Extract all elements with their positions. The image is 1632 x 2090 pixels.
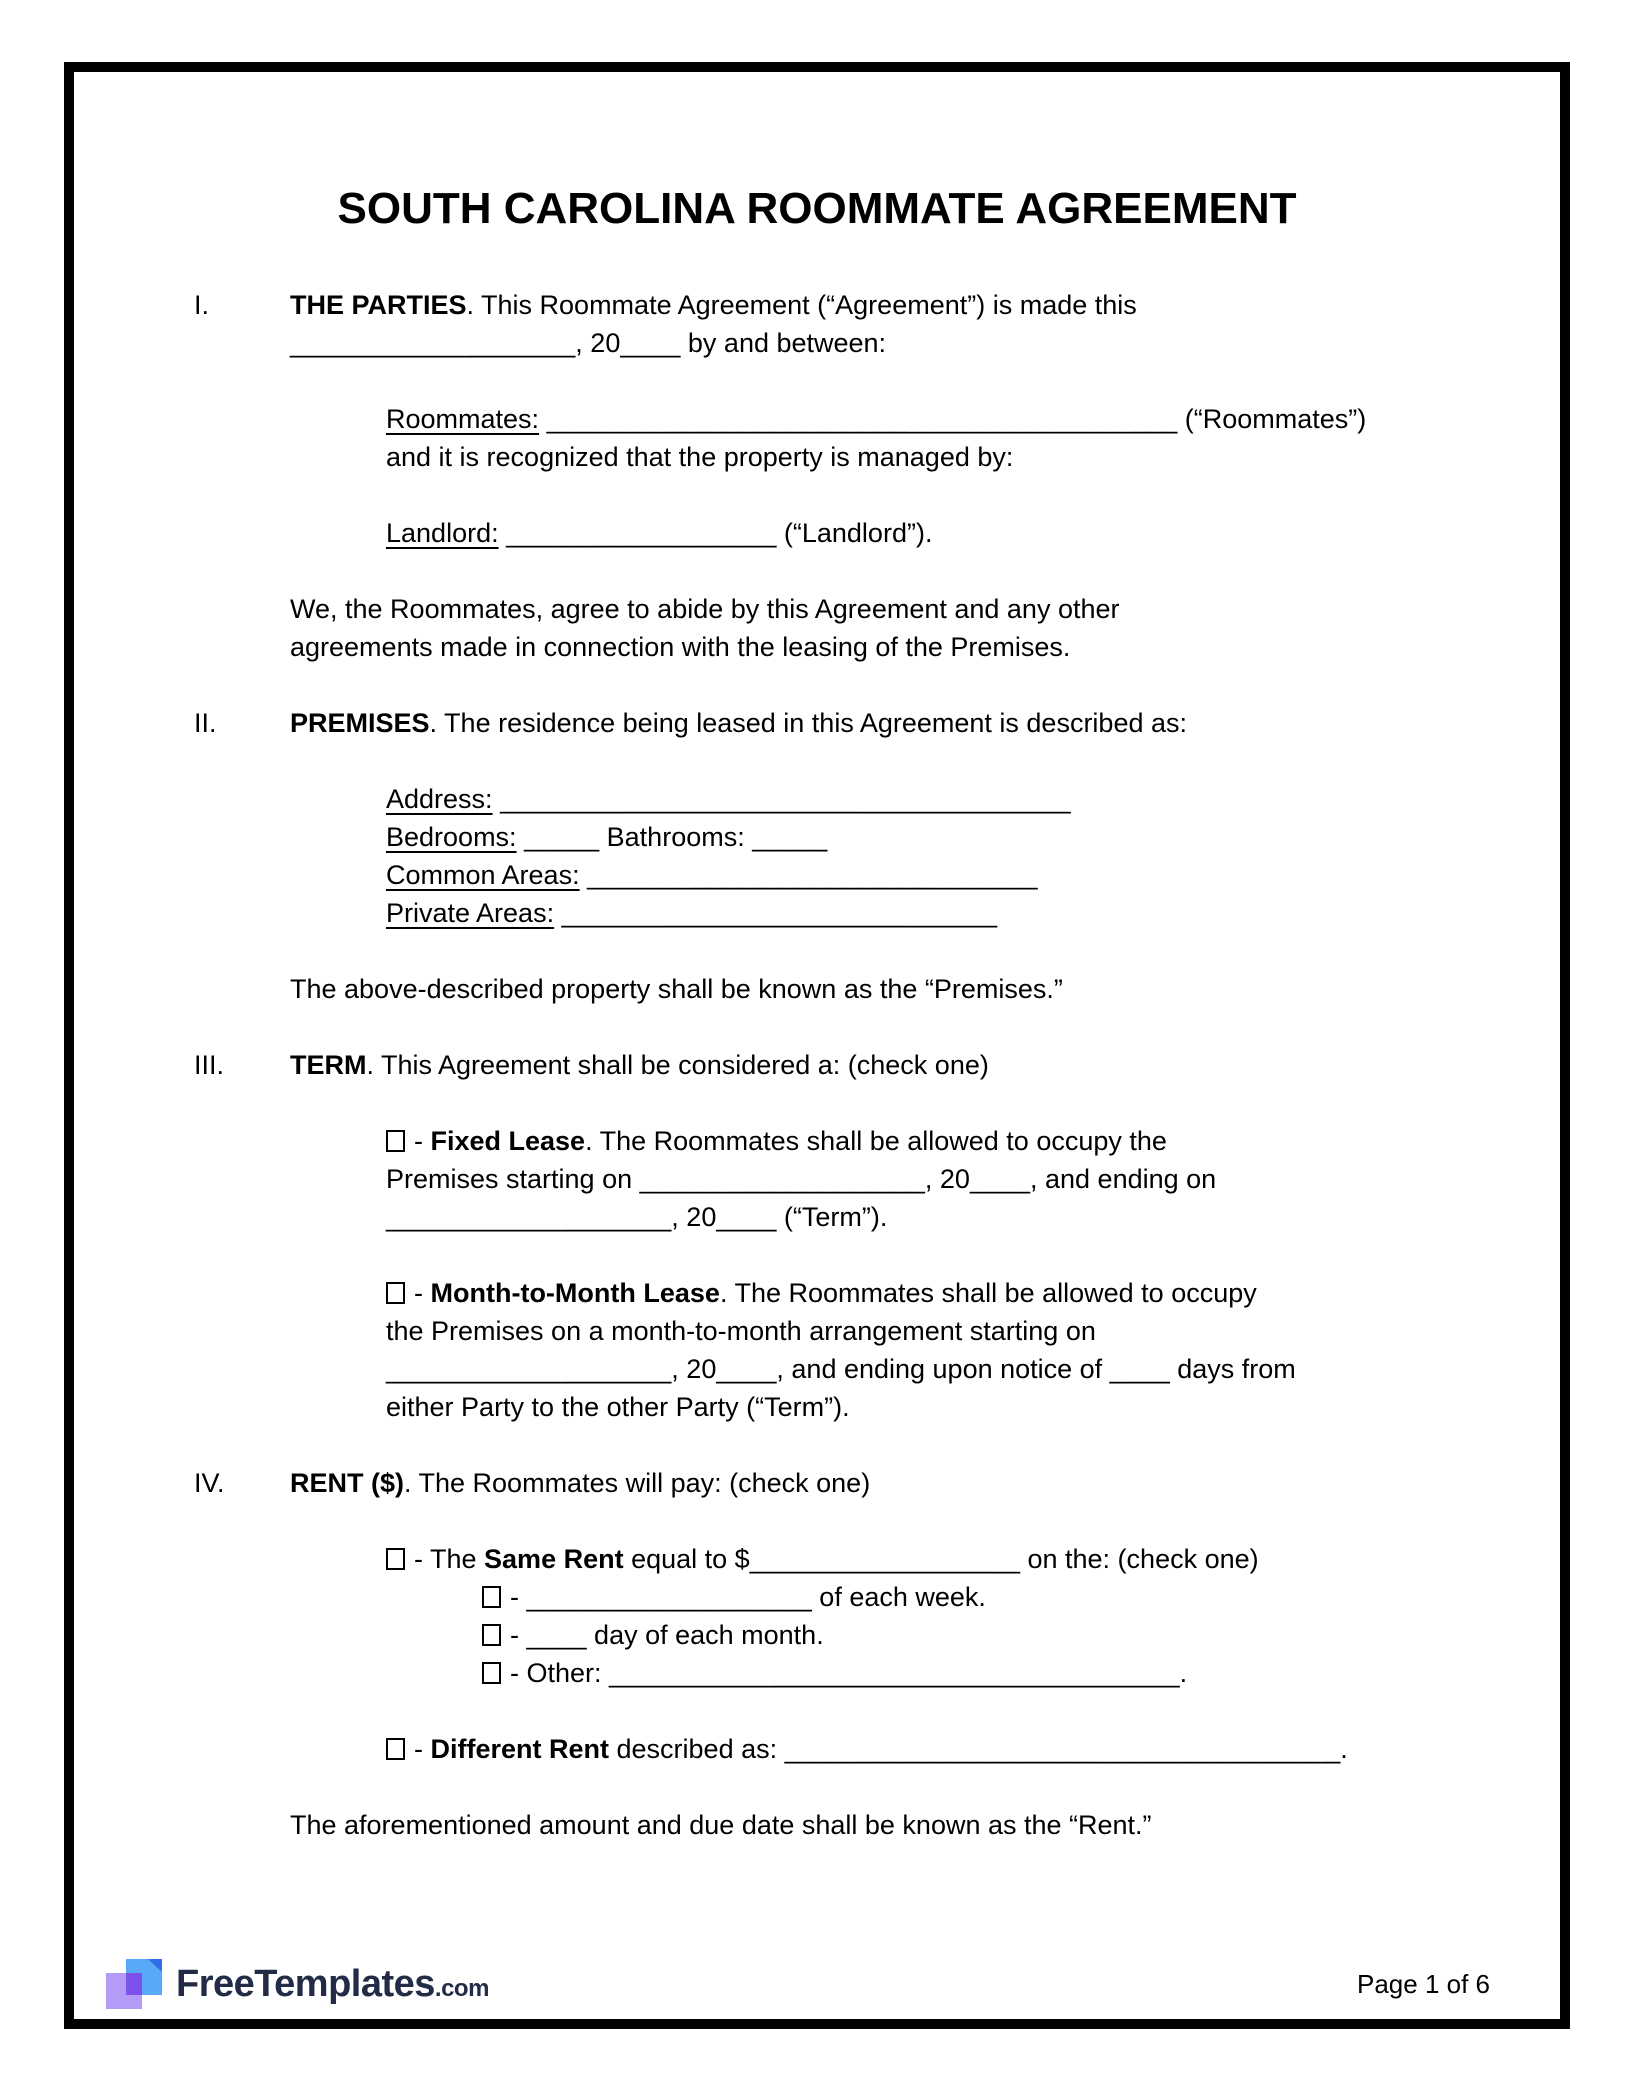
private-areas-blank: _____________________________ xyxy=(554,898,998,928)
monthly-due-text: - ____ day of each month. xyxy=(510,1620,824,1650)
fixed-lease-label: Fixed Lease xyxy=(430,1126,586,1156)
fixed-lease-option xyxy=(386,1122,1450,1236)
same-rent-option xyxy=(386,1540,1450,1578)
term-heading: TERM xyxy=(290,1050,367,1080)
logo-overlap-square xyxy=(126,1973,142,1995)
fixed-lease-text: . The Roommates shall be allowed to occupy the xyxy=(585,1126,1167,1156)
rent-statement xyxy=(290,1806,1450,1844)
logo-brand-name: FreeTemplates xyxy=(176,1963,435,2005)
premises-section-numeral: II. xyxy=(194,708,217,738)
page-content xyxy=(74,72,1560,2019)
parties-section-numeral: I. xyxy=(194,290,210,320)
parties-date-blank-line: ___________________, 20____ by and between: xyxy=(290,328,887,358)
agreement-statement-line2: agreements made in connection with the leasing of the Premises. xyxy=(290,632,1071,662)
month-to-month-checkbox[interactable] xyxy=(386,1282,405,1304)
rent-heading: RENT ($) xyxy=(290,1468,404,1498)
roommates-line xyxy=(386,400,1450,476)
rent-statement-text: The aforementioned amount and due date shall be known as the “Rent.” xyxy=(290,1810,1152,1840)
month-to-month-text: . The Roommates shall be allowed to occupy xyxy=(719,1278,1257,1308)
other-due-text: - Other: ______________________________________. xyxy=(510,1658,1188,1688)
rent-section-numeral: IV. xyxy=(194,1468,225,1498)
landlord-label: Landlord: xyxy=(386,518,499,548)
other-due-checkbox[interactable] xyxy=(482,1662,501,1684)
bathrooms-blank: _____ xyxy=(744,822,828,852)
address-blank: ______________________________________ xyxy=(492,784,1071,814)
managed-by-text: and it is recognized that the property is managed by: xyxy=(386,442,1014,472)
roommates-blank: __________________________________________ (“Roommates”) xyxy=(539,404,1367,434)
agreement-statement-line1: We, the Roommates, agree to abide by this Agreement and any other xyxy=(290,594,1120,624)
weekly-due-option xyxy=(482,1578,1450,1616)
fixed-lease-dash: - xyxy=(414,1126,431,1156)
different-rent-checkbox[interactable] xyxy=(386,1738,405,1760)
month-to-month-line3: ___________________, 20____, and ending upon notice of ____ days from xyxy=(386,1354,1296,1384)
monthly-due-checkbox[interactable] xyxy=(482,1624,501,1646)
premises-statement xyxy=(290,970,1450,1008)
same-rent-label: Same Rent xyxy=(484,1544,624,1574)
same-rent-pre: - The xyxy=(414,1544,485,1574)
landlord-line xyxy=(386,514,1450,552)
month-to-month-line2: the Premises on a month-to-month arrangement starting on xyxy=(386,1316,1096,1346)
rent-intro-paragraph xyxy=(194,1464,1450,1502)
parties-intro-text: . This Roommate Agreement (“Agreement”) is made this xyxy=(466,290,1137,320)
premises-intro-text: . The residence being leased in this Agreement is described as: xyxy=(429,708,1187,738)
other-due-option xyxy=(482,1654,1450,1692)
common-areas-label: Common Areas: xyxy=(386,860,580,890)
weekly-due-text: - ___________________ of each week. xyxy=(510,1582,986,1612)
address-label: Address: xyxy=(386,784,493,814)
fixed-lease-line2: Premises starting on ___________________, 20____, and ending on xyxy=(386,1164,1217,1194)
month-to-month-option xyxy=(386,1274,1450,1426)
term-intro-paragraph xyxy=(194,1046,1450,1084)
landlord-blank: __________________ (“Landlord”). xyxy=(498,518,933,548)
parties-intro-paragraph xyxy=(194,286,1450,362)
weekly-due-checkbox[interactable] xyxy=(482,1586,501,1608)
premises-heading: PREMISES xyxy=(290,708,430,738)
bedrooms-label: Bedrooms: xyxy=(386,822,517,852)
premises-intro-paragraph xyxy=(194,704,1450,742)
different-rent-pre: - xyxy=(414,1734,431,1764)
logo-brand-text xyxy=(176,1965,489,2003)
different-rent-text: described as: _____________________________________. xyxy=(609,1734,1348,1764)
different-rent-label: Different Rent xyxy=(430,1734,610,1764)
rent-intro-text: . The Roommates will pay: (check one) xyxy=(404,1468,871,1498)
term-section-numeral: III. xyxy=(194,1050,225,1080)
premises-statement-text: The above-described property shall be known as the “Premises.” xyxy=(290,974,1063,1004)
document-title: SOUTH CAROLINA ROOMMATE AGREEMENT xyxy=(337,184,1297,233)
same-rent-text: equal to $__________________ on the: (check one) xyxy=(623,1544,1259,1574)
month-to-month-line4: either Party to the other Party (“Term”). xyxy=(386,1392,850,1422)
common-areas-blank: ______________________________ xyxy=(579,860,1038,890)
freetemplates-logo[interactable] xyxy=(106,1959,489,2009)
premises-details xyxy=(386,780,1450,932)
logo-tld-text: .com xyxy=(434,1975,489,2002)
monthly-due-option xyxy=(482,1616,1450,1654)
same-rent-checkbox[interactable] xyxy=(386,1548,405,1570)
private-areas-label: Private Areas: xyxy=(386,898,555,928)
page-border xyxy=(64,62,1570,2029)
roommates-label: Roommates: xyxy=(386,404,540,434)
month-to-month-label: Month-to-Month Lease xyxy=(430,1278,720,1308)
bedrooms-blank: _____ xyxy=(516,822,607,852)
fixed-lease-checkbox[interactable] xyxy=(386,1130,405,1152)
month-to-month-dash: - xyxy=(414,1278,431,1308)
agreement-statement xyxy=(290,590,1450,666)
page-number: Page 1 of 6 xyxy=(1357,1969,1490,1999)
freetemplates-logo-icon xyxy=(106,1959,162,2009)
different-rent-option xyxy=(386,1730,1450,1768)
page-footer xyxy=(106,1959,1490,2009)
parties-heading: THE PARTIES xyxy=(290,290,467,320)
term-intro-text: . This Agreement shall be considered a: (check one) xyxy=(366,1050,989,1080)
bathrooms-label: Bathrooms: xyxy=(606,822,745,852)
fixed-lease-line3: ___________________, 20____ (“Term”). xyxy=(386,1202,888,1232)
